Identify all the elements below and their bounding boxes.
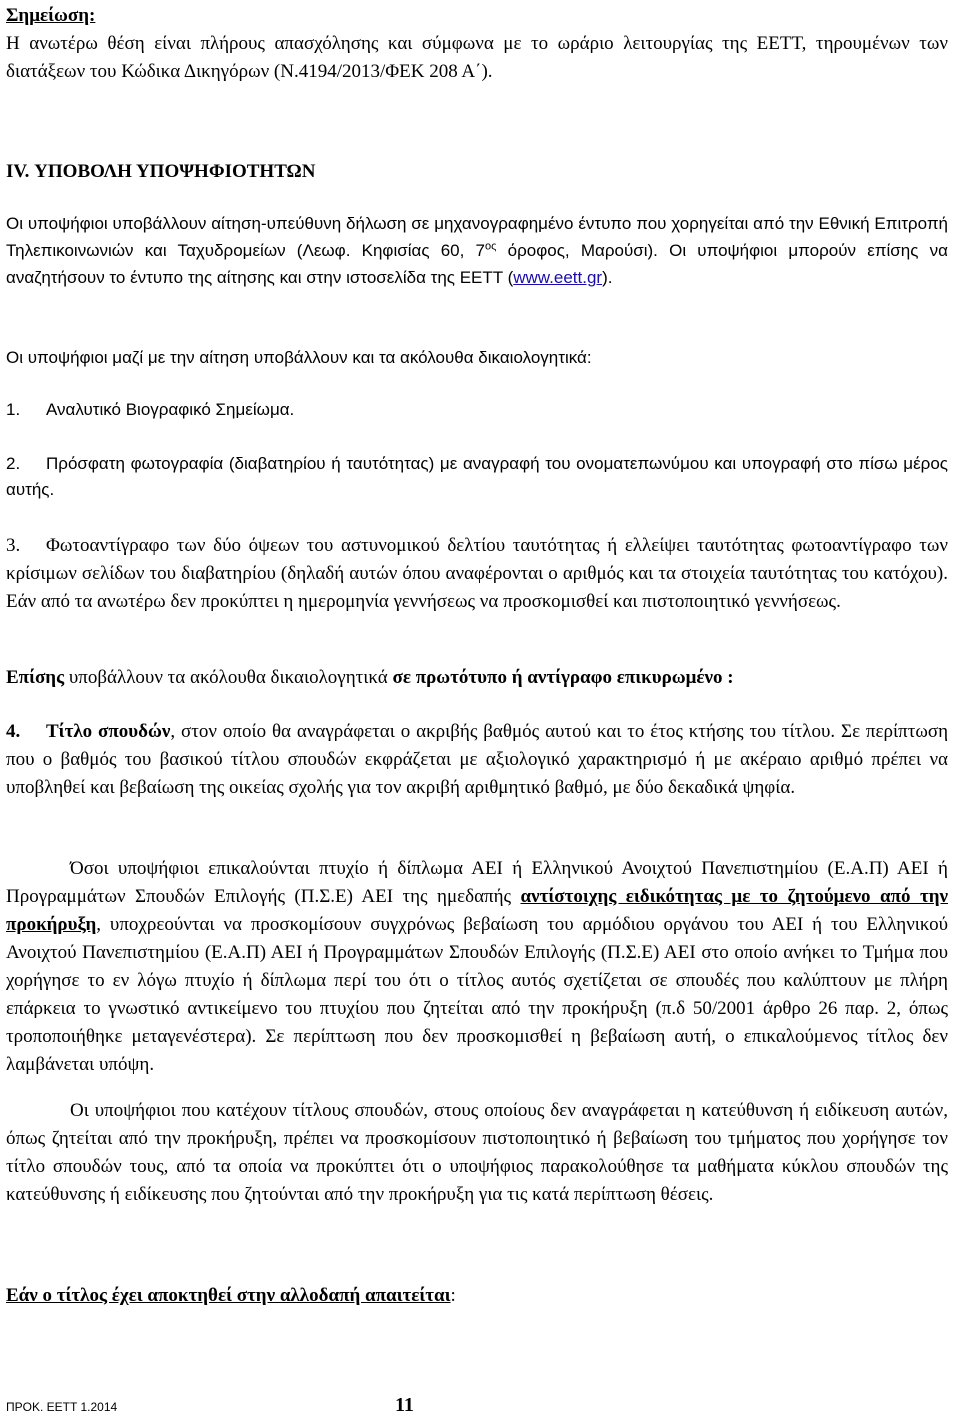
section-heading: IV. ΥΠΟΒΟΛΗ ΥΠΟΨΗΦΙΟΤΗΤΩΝ bbox=[6, 161, 316, 182]
aei-text-c: , υποχρεούνται να προσκομίσουν συγχρόνως βεβαίωση του αρμόδιου οργάνου του ΑΕΙ ή του Ελληνικού Ανοιχτού Πανεπιστημίου (Ε.Α.Π) ΑΕΙ ή Προγραμμάτων Σπουδών Επιλογής (Π.Σ.Ε) ΑΕΙ στο οποίο ανήκει το Τμήμα που χορήγησε το εν λόγω πτυχίο ή δίπλωμα περί του ότι ο τίτλος αυτός σχετίζεται σε σπουδές που καλύπτουν με πλήρη επάρκεια το γνωστικό αντικείμενο του πτυχίου που ζητείται από την προκήρυξη (π.δ 50/2001 άρθρο 26 παρ. 2, όπως τροποποιήθηκε μεταγενέστερα). Σε περίπτωση που δεν προσκομισθεί η βεβαίωση αυτή, ο επικαλούμενος τίτλος δεν λαμβάνεται υπόψη. bbox=[6, 914, 948, 1075]
note-text: Η ανωτέρω θέση είναι πλήρους απασχόλησης και σύμφωνα με το ωράριο λειτουργίας της ΕΕΤΤ, τηρουμένων των διατάξεων του Κώδικα Δικηγόρων (Ν.4194/2013/ΦΕΚ 208 Α΄). bbox=[6, 33, 948, 82]
also-paragraph bbox=[6, 664, 948, 692]
list-item-1-number: 1. bbox=[6, 400, 21, 419]
list-item-4-number: 4. bbox=[6, 721, 21, 742]
list-item-2-text: Πρόσφατη φωτογραφία (διαβατηρίου ή ταυτότητας) με αναγραφή του ονοματεπωνύμου και υπογραφή στο πίσω μέρος αυτής. bbox=[6, 454, 948, 499]
para1-superscript: ος bbox=[485, 240, 497, 253]
also-bold-start: Επίσης bbox=[6, 667, 65, 688]
section-paragraph-2: Οι υποψήφιοι μαζί με την αίτηση υποβάλλουν και τα ακόλουθα δικαιολογητικά: bbox=[6, 348, 592, 367]
foreign-title-heading bbox=[6, 1282, 948, 1310]
note-heading: Σημείωση: bbox=[6, 5, 96, 26]
para1-text-b: όροφος, Μαρούσι). Οι υποψήφιοι μπορούν επίσης να αναζητήσουν το έντυπο της αίτησης και στην ιστοσελίδα της ΕΕΤΤ ( bbox=[6, 241, 948, 287]
list-item-4 bbox=[6, 718, 948, 802]
page-number: 11 bbox=[395, 1394, 414, 1416]
para1-text-c: ). bbox=[602, 268, 613, 287]
section-paragraph-1 bbox=[6, 210, 948, 291]
list-item-2-number: 2. bbox=[6, 454, 21, 473]
list-item-2 bbox=[6, 451, 948, 503]
aei-paragraph bbox=[6, 855, 948, 1079]
list-item-3-number: 3. bbox=[6, 535, 21, 556]
also-bold-end: σε πρωτότυπο ή αντίγραφο επικυρωμένο : bbox=[392, 667, 734, 688]
specialization-text: Οι υποψήφιοι που κατέχουν τίτλους σπουδών, στους οποίους δεν αναγράφεται η κατεύθυνση ή ειδίκευση αυτών, όπως ζητείται από την προκήρυξη, πρέπει να προσκομίσουν πιστοποιητικό ή βεβαίωση του τμήματος που χορήγησε τον τίτλο σπουδών τους, από τα οποία να προκύπτει ότι ο υποψήφιος παρακολούθησε τα μαθήματα κύκλου σπουδών της κατεύθυνσης ή ειδίκευσης που ζητούνται από την προκήρυξη για τις κατά περίπτωση θέσεις. bbox=[6, 1100, 948, 1205]
list-item-4-text: , στον οποίο θα αναγράφεται ο ακριβής βαθμός αυτού και το έτος κτήσης του τίτλου. Σε περίπτωση που ο βαθμός του βασικού τίτλου σπουδών εκφράζεται με αξιολογικό χαρακτηρισμό ή με ακέραιο αριθμό πρέπει να υποβληθεί και βεβαίωση της οικείας σχολής για τον ακριβή αριθμητικό βαθμό, με δύο δεκαδικά ψηφία. bbox=[6, 721, 949, 798]
list-item-1-text: Αναλυτικό Βιογραφικό Σημείωμα. bbox=[46, 400, 295, 419]
list-item-3-text: Φωτοαντίγραφο των δύο όψεων του αστυνομικού δελτίου ταυτότητας ή ελλείψει ταυτότητας φωτοαντίγραφο των κρίσιμων σελίδων του διαβατηρίου (δηλαδή αυτών όπου αναφέρονται ο αριθμός και τα στοιχεία ταυτότητας του κατόχου). Εάν από τα ανωτέρω δεν προκύπτει η ημερομηνία γεννήσεως να προσκομισθεί και πιστοποιητικό γεννήσεως. bbox=[6, 535, 948, 612]
list-item-1 bbox=[6, 397, 948, 423]
foreign-heading-colon: : bbox=[450, 1285, 456, 1306]
footer-reference: ΠΡΟΚ. ΕΕΤΤ 1.2014 bbox=[6, 1400, 118, 1414]
eett-website-link[interactable]: www.eett.gr bbox=[513, 268, 603, 287]
para1-text-a: Οι υποψήφιοι υποβάλλουν αίτηση-υπεύθυνη δήλωση σε μηχανογραφημένο έντυπο που χορηγείται από την Εθνική Επιτροπή Τηλεπικοινωνιών και Ταχυδρομείων (Λεωφ. Κηφισίας 60, 7 bbox=[6, 214, 948, 260]
specialization-paragraph bbox=[6, 1097, 948, 1209]
aei-text-a: Όσοι υποψήφιοι επικαλούνται πτυχίο ή δίπλωμα ΑΕΙ ή Ελληνικού Ανοιχτού Πανεπιστημίου (Ε.Α.Π) ΑΕΙ ή Προγραμμάτων Σπουδών Επιλογής (Π.Σ.Ε) ΑΕΙ της ημεδαπής bbox=[6, 858, 948, 907]
list-item-4-title: Τίτλο σπουδών bbox=[46, 721, 171, 742]
list-item-3 bbox=[6, 532, 948, 616]
note-block bbox=[6, 2, 948, 86]
foreign-heading-text: Εάν ο τίτλος έχει αποκτηθεί στην αλλοδαπή απαιτείται bbox=[6, 1285, 451, 1306]
also-text: υποβάλλουν τα ακόλουθα δικαιολογητικά bbox=[64, 667, 393, 688]
aei-underlined: αντίστοιχης ειδικότητας με το ζητούμενο από την προκήρυξη bbox=[6, 886, 948, 935]
